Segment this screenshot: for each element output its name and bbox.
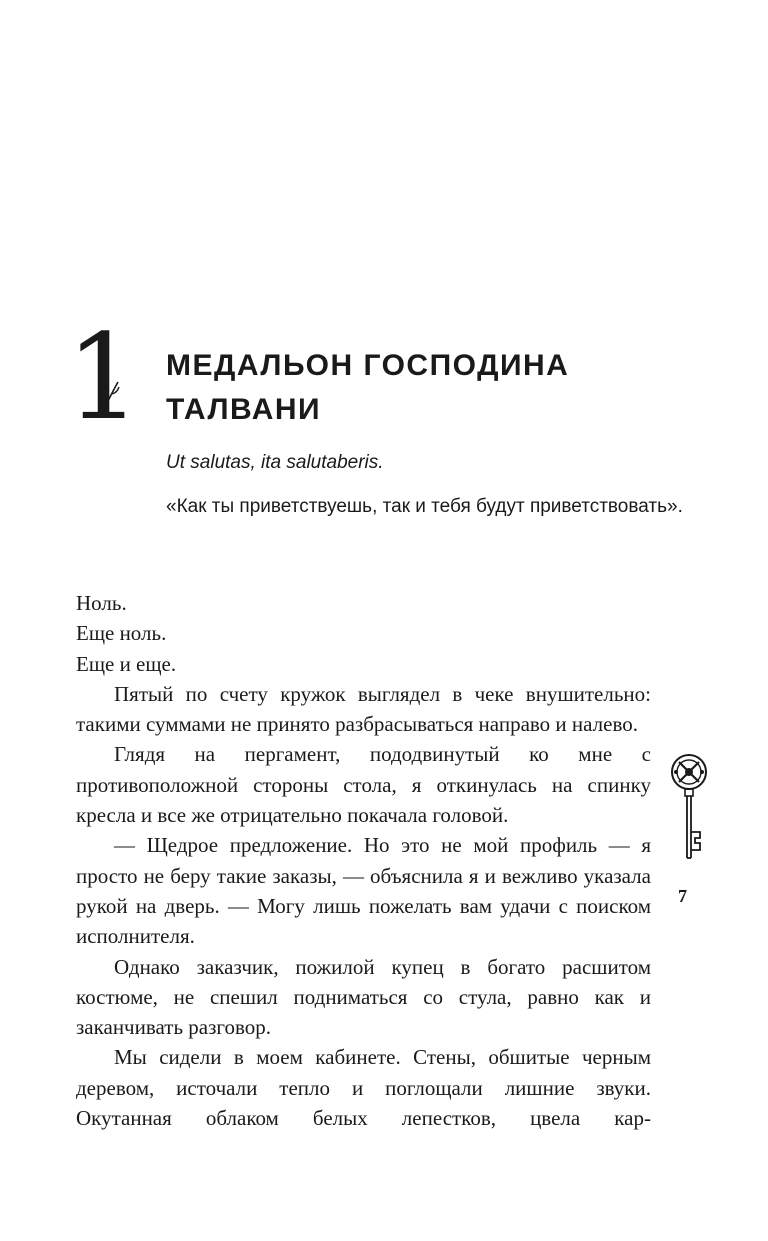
chapter-title — [166, 344, 726, 432]
paragraph-4: Пятый по счету кружок выглядел в чеке внушительно: такими суммами не принято разбрасываться направо и налево. — [76, 681, 651, 737]
epigraph-latin: Ut salutas, ita salutaberis. — [166, 452, 384, 473]
chapter-number: 1 — [66, 308, 142, 446]
chapter-title-line-1: МЕДАЛЬОН ГОСПОДИНА — [166, 349, 570, 382]
paragraph-7: Однако заказчик, пожилой купец в богато расшитом костюме, не спешил подниматься со стула, равно как и заканчивать разговор. — [76, 954, 651, 1040]
epigraph — [166, 448, 686, 522]
epigraph-translation: «Как ты приветствуешь, так и тебя будут приветствовать». — [166, 496, 683, 517]
chapter-title-line-2: ТАЛВАНИ — [166, 393, 322, 426]
page-number: 7 — [678, 886, 687, 906]
paragraph-6: — Щедрое предложение. Но это не мой профиль — я просто не беру такие заказы, — объяснила я и вежливо указала рукой на дверь. — Могу лишь пожелать вам удачи с поиском исполнителя. — [76, 833, 651, 949]
paragraph-1: Ноль. — [76, 591, 127, 615]
paragraph-8: Мы сидели в моем кабинете. Стены, обшитые черным деревом, источали тепло и поглощали лишние звуки. Окутанная облаком белых лепестков, цвела кар- — [76, 1045, 651, 1131]
body-text — [76, 588, 651, 1133]
sprig-icon — [96, 378, 122, 418]
paragraph-3: Еще и еще. — [76, 651, 177, 676]
key-icon — [664, 752, 714, 864]
paragraph-5: Глядя на пергамент, пододвинутый ко мне с противоположной стороны стола, я откинулась на спинку кресла и все же отрицательно покачала головой. — [76, 742, 651, 828]
paragraph-2: Еще ноль. — [76, 621, 167, 646]
